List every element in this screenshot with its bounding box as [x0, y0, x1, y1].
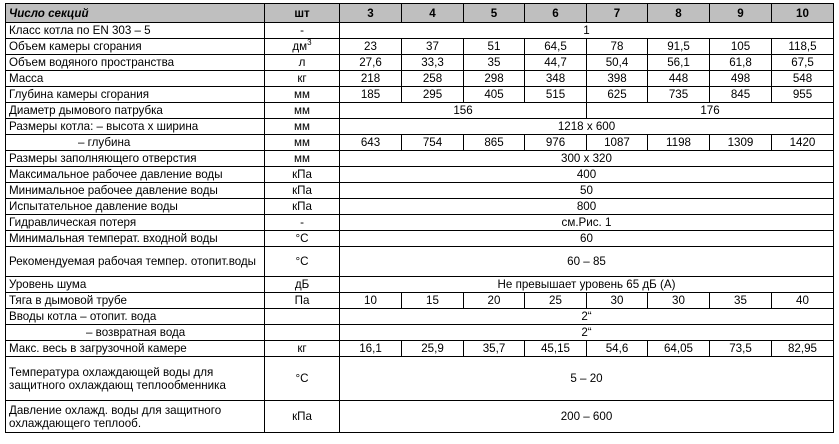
table-row [6, 151, 834, 167]
row-unit [265, 309, 340, 325]
table-body [6, 23, 834, 433]
table-row [6, 231, 834, 247]
row-parameter: Макс. весь в загрузочной камере [6, 341, 265, 357]
row-parameter: Минимальная температ. входной воды [6, 231, 265, 247]
row-unit-text: мм [294, 104, 310, 117]
row-value: 1198 [648, 135, 710, 151]
row-parameter: Масса [6, 71, 265, 87]
header-unit: шт [265, 4, 340, 23]
row-value: 20 [464, 293, 525, 309]
row-value: 735 [648, 87, 710, 103]
row-value: 33,3 [402, 55, 464, 71]
row-unit-text: - [300, 216, 304, 229]
row-value: 976 [525, 135, 587, 151]
row-value: 754 [402, 135, 464, 151]
row-value: 105 [710, 39, 772, 55]
table-row [6, 199, 834, 215]
row-value: 51 [464, 39, 525, 55]
row-value: 398 [587, 71, 648, 87]
row-value: 25,9 [402, 341, 464, 357]
header-section: 4 [402, 4, 464, 23]
row-value: 30 [587, 293, 648, 309]
table-row [6, 23, 834, 39]
header-section: 9 [710, 4, 772, 23]
row-value: 91,5 [648, 39, 710, 55]
row-value: 548 [772, 71, 834, 87]
row-unit-text: Па [294, 294, 310, 307]
row-value: 25 [525, 293, 587, 309]
row-value: 348 [525, 71, 587, 87]
row-value: 515 [525, 87, 587, 103]
row-value: 45,15 [525, 341, 587, 357]
row-value: 218 [340, 71, 402, 87]
row-value: 295 [402, 87, 464, 103]
row-unit [265, 71, 340, 87]
row-unit [265, 55, 340, 71]
row-value-merged: 5 – 20 [340, 357, 834, 401]
header-section: 8 [648, 4, 710, 23]
row-unit-text: °С [295, 255, 309, 268]
row-value: 298 [464, 71, 525, 87]
row-value: 64,05 [648, 341, 710, 357]
row-value: 54,6 [587, 341, 648, 357]
row-unit-text: мм [294, 152, 310, 165]
row-value: 82,95 [772, 341, 834, 357]
row-unit [265, 135, 340, 151]
table-row [6, 341, 834, 357]
row-unit-text: °С [295, 372, 309, 385]
row-unit [265, 277, 340, 293]
header-section: 10 [772, 4, 834, 23]
row-unit [265, 23, 340, 39]
row-value: 16,1 [340, 341, 402, 357]
header-section: 3 [340, 4, 402, 23]
table-row [6, 277, 834, 293]
row-value: 35,7 [464, 341, 525, 357]
row-unit [265, 293, 340, 309]
row-value-merged: Не превышает уровень 65 дБ (А) [340, 277, 834, 293]
row-value: 185 [340, 87, 402, 103]
row-parameter: Рекомендуемая рабочая темпер. отопит.воды [6, 247, 265, 277]
row-parameter: Уровень шума [6, 277, 265, 293]
row-value: 118,5 [772, 39, 834, 55]
row-value: 15 [402, 293, 464, 309]
row-value: 30 [648, 293, 710, 309]
row-value-merged: 200 – 600 [340, 401, 834, 433]
row-value: 35 [710, 293, 772, 309]
row-value-merged: 300 х 320 [340, 151, 834, 167]
table-row [6, 55, 834, 71]
row-unit-text: дм [292, 40, 308, 53]
table-row [6, 103, 834, 119]
row-value: 625 [587, 87, 648, 103]
row-unit [265, 103, 340, 119]
row-unit [265, 215, 340, 231]
row-value: 37 [402, 39, 464, 55]
row-parameter: Диаметр дымового патрубка [6, 103, 265, 119]
row-value-merged: 1 [340, 23, 834, 39]
row-value-merged: 60 [340, 231, 834, 247]
row-parameter: Класс котла по EN 303 – 5 [6, 23, 265, 39]
table-row [6, 357, 834, 401]
row-unit-text: кг [297, 72, 307, 85]
row-value: 73,5 [710, 341, 772, 357]
table-row [6, 167, 834, 183]
row-value: 955 [772, 87, 834, 103]
table-row [6, 309, 834, 325]
row-value: 64,5 [525, 39, 587, 55]
row-parameter: Давление охлажд. воды для защитного охлаждающего теплооб. [6, 401, 265, 433]
table-row [6, 183, 834, 199]
table-row [6, 325, 834, 341]
row-parameter: Минимальное рабочее давление воды [6, 183, 265, 199]
row-value: 40 [772, 293, 834, 309]
row-parameter: – возвратная вода [6, 325, 265, 341]
row-unit [265, 231, 340, 247]
header-param: Число секций [6, 4, 265, 23]
row-parameter: Тяга в дымовой трубе [6, 293, 265, 309]
row-value: 865 [464, 135, 525, 151]
row-value: 61,8 [710, 55, 772, 71]
row-value: 498 [710, 71, 772, 87]
row-parameter: Гидравлическая потеря [6, 215, 265, 231]
row-value: 1087 [587, 135, 648, 151]
row-value-merged: 400 [340, 167, 834, 183]
table-row [6, 71, 834, 87]
row-parameter: Глубина камеры сгорания [6, 87, 265, 103]
row-value-merged: 60 – 85 [340, 247, 834, 277]
row-unit [265, 167, 340, 183]
row-value: 1309 [710, 135, 772, 151]
row-unit-text: кПа [292, 184, 312, 197]
table-row [6, 247, 834, 277]
row-unit [265, 87, 340, 103]
row-value-left: 156 [340, 103, 587, 119]
row-value: 845 [710, 87, 772, 103]
table-row [6, 135, 834, 151]
row-value-merged: 50 [340, 183, 834, 199]
row-unit-text: мм [294, 88, 310, 101]
row-value: 35 [464, 55, 525, 71]
row-parameter: Испытательное давление воды [6, 199, 265, 215]
header-section: 6 [525, 4, 587, 23]
table-row [6, 401, 834, 433]
row-unit-superscript: 3 [307, 38, 312, 48]
row-unit [265, 151, 340, 167]
row-unit [265, 39, 340, 55]
row-parameter: Объем камеры сгорания [6, 39, 265, 55]
row-unit-text: °С [295, 232, 309, 245]
row-parameter: Размеры заполняющего отверстия [6, 151, 265, 167]
row-value: 643 [340, 135, 402, 151]
header-row [6, 4, 834, 23]
row-unit [265, 199, 340, 215]
row-unit [265, 401, 340, 433]
row-value: 56,1 [648, 55, 710, 71]
row-value: 50,4 [587, 55, 648, 71]
row-unit [265, 119, 340, 135]
row-value: 10 [340, 293, 402, 309]
row-unit-text: дБ [294, 278, 310, 291]
row-parameter: Максимальное рабочее давление воды [6, 167, 265, 183]
table-row [6, 87, 834, 103]
row-unit [265, 325, 340, 341]
row-unit [265, 357, 340, 401]
row-value: 78 [587, 39, 648, 55]
table-row [6, 215, 834, 231]
row-value: 405 [464, 87, 525, 103]
header-section: 5 [464, 4, 525, 23]
row-value: 44,7 [525, 55, 587, 71]
row-value-merged: 2“ [340, 309, 834, 325]
row-unit [265, 183, 340, 199]
row-parameter: Объем водяного пространства [6, 55, 265, 71]
row-value-merged: 2“ [340, 325, 834, 341]
row-unit-text: мм [294, 136, 310, 149]
row-unit-text: мм [294, 120, 310, 133]
row-value: 27,6 [340, 55, 402, 71]
row-value: 1420 [772, 135, 834, 151]
row-unit [265, 341, 340, 357]
row-value-merged: 800 [340, 199, 834, 215]
row-parameter: Температура охлаждающей воды для защитного охлаждающ теплообменника [6, 357, 265, 401]
table-row [6, 293, 834, 309]
table-row [6, 119, 834, 135]
row-parameter: Вводы котла – отопит. вода [6, 309, 265, 325]
row-unit-text: кПа [292, 168, 312, 181]
row-unit-text: - [300, 24, 304, 37]
row-parameter: Размеры котла: – высота х ширина [6, 119, 265, 135]
row-unit-text: кПа [292, 410, 312, 423]
row-unit [265, 247, 340, 277]
row-unit-text: кПа [292, 200, 312, 213]
row-unit-text: кг [297, 342, 307, 355]
row-value: 448 [648, 71, 710, 87]
row-value-right: 176 [587, 103, 834, 119]
row-unit-text: л [298, 56, 306, 69]
row-value: 67,5 [772, 55, 834, 71]
row-value: 23 [340, 39, 402, 55]
boiler-spec-table [5, 3, 834, 433]
row-value-merged: см.Рис. 1 [340, 215, 834, 231]
header-section: 7 [587, 4, 648, 23]
table-row [6, 39, 834, 55]
row-parameter: – глубина [6, 135, 265, 151]
row-value: 258 [402, 71, 464, 87]
row-value-merged: 1218 х 600 [340, 119, 834, 135]
